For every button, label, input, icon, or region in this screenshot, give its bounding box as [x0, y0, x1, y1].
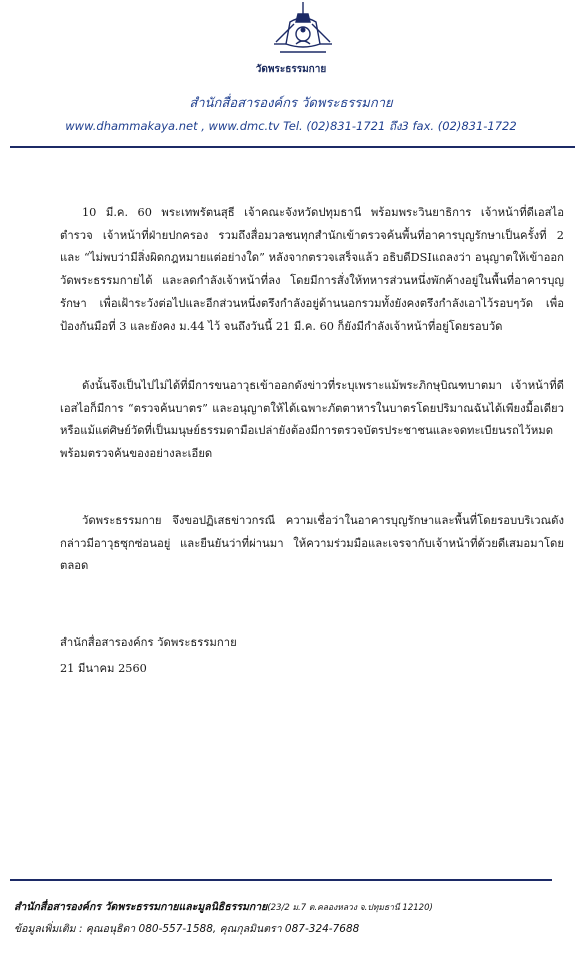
temple-emblem-logo: [268, 0, 338, 58]
paragraph-2-text: ดังนั้นจึงเป็นไปไม่ได้ที่มีการขนอาวุธเข้าออกดังข่าวที่ระบุเพราะแม้พระภิกษุบิณฑบาตมา เจ้าหน้าที่ดีเอสไอก็มีการ “ตรวจค้นบาตร” และอนุญาตให้ได้เฉพาะภัตตาหารในบาตรโดยปริมาณฉันได้เพียงมื้อเดียว หรือแม้แต่ศิษย์วัดที่เป็นมนุษย์ธรรมดามือเปล่ายังต้องมีการตรวจบัตรประชาชนและจดทะเบียนรถไว้หมด พร้อมตรวจค้นของอย่างละเอียด: [60, 379, 564, 461]
footer-divider: [10, 879, 552, 881]
office-title: สำนักสื่อสารองค์กร วัดพระธรรมกาย: [189, 96, 393, 111]
footer-org-name: สำนักสื่อสารองค์กร วัดพระธรรมกายและมูลนิธิธรรมกาย: [14, 901, 268, 913]
contact-line: www.dhammakaya.net , www.dmc.tv Tel. (02)831-1721 ถึง3 fax. (02)831-1722: [65, 119, 517, 133]
paragraph-1-text: 10 มี.ค. 60 พระเทพรัตนสุธี เจ้าคณะจังหวัดปทุมธานี พร้อมพระวินยาธิการ เจ้าหน้าที่ดีเอสไอ ตำรวจ เจ้าหน้าที่ฝ่ายปกครอง รวมถึงสื่อมวลชนทุกสำนักเข้าตรวจค้นพื้นที่อาคารบุญรักษาเป็นครั้งที่ 2 และ “ไม่พบว่ามีสิ่งผิดกฎหมายแต่อย่างใด” หลังจากตรวจเสร็จแล้ว อธิบดีDSIแถลงว่า อนุญาตให้เข้าออกวัดพระธรรมกายได้ และลดกำลังเจ้าหน้าที่ลง โดยมีการสั่งให้ทหารส่วนหนึ่งพักค้างอยู่ในพื้นที่อาคารบุญรักษา เพื่อเฝ้าระวังต่อไปและอีกส่วนหนึ่งตรึงกำลังอยู่ด้านนอกรวมทั้งยังคงตรึงกำลังเอาไว้รอบๆวัด เพื่อป้องกันมือที่ 3 และยังคง ม.44 ไว้ จนถึงวันนี้ 21 มี.ค. 60 ก็ยังมีกำลังเจ้าหน้าที่อยู่โดยรอบวัด: [60, 206, 564, 333]
paragraph-3-text: วัดพระธรรมกาย จึงขอปฏิเสธข่าวกรณี ความเชื่อว่าในอาคารบุญรักษาและพื้นที่โดยรอบบริเวณดังกล่าวมีอาวุธซุกซ่อนอยู่ และยืนยันว่าที่ผ่านมา ให้ความร่วมมือและเจรจากับเจ้าหน้าที่ด้วยดีเสมอมาโดยตลอด: [60, 514, 564, 573]
header-divider: [10, 146, 575, 148]
org-name: วัดพระธรรมกาย: [255, 64, 327, 75]
paragraph-1: [60, 202, 564, 338]
paragraph-2: [60, 375, 564, 466]
footer-address: (23/2 ม.7 ต.คลองหลวง จ.ปทุมธานี 12120): [267, 903, 433, 913]
signature-date: 21 มีนาคม 2560: [60, 662, 147, 675]
footer-org-line: [14, 898, 433, 915]
footer-contact: ข้อมูลเพิ่มเติม : คุณอนุธิดา 080-557-1588, คุณกุลมินตรา 087-324-7688: [14, 923, 360, 935]
paragraph-3: [60, 510, 564, 578]
signature-office: สำนักสื่อสารองค์กร วัดพระธรรมกาย: [60, 636, 237, 649]
